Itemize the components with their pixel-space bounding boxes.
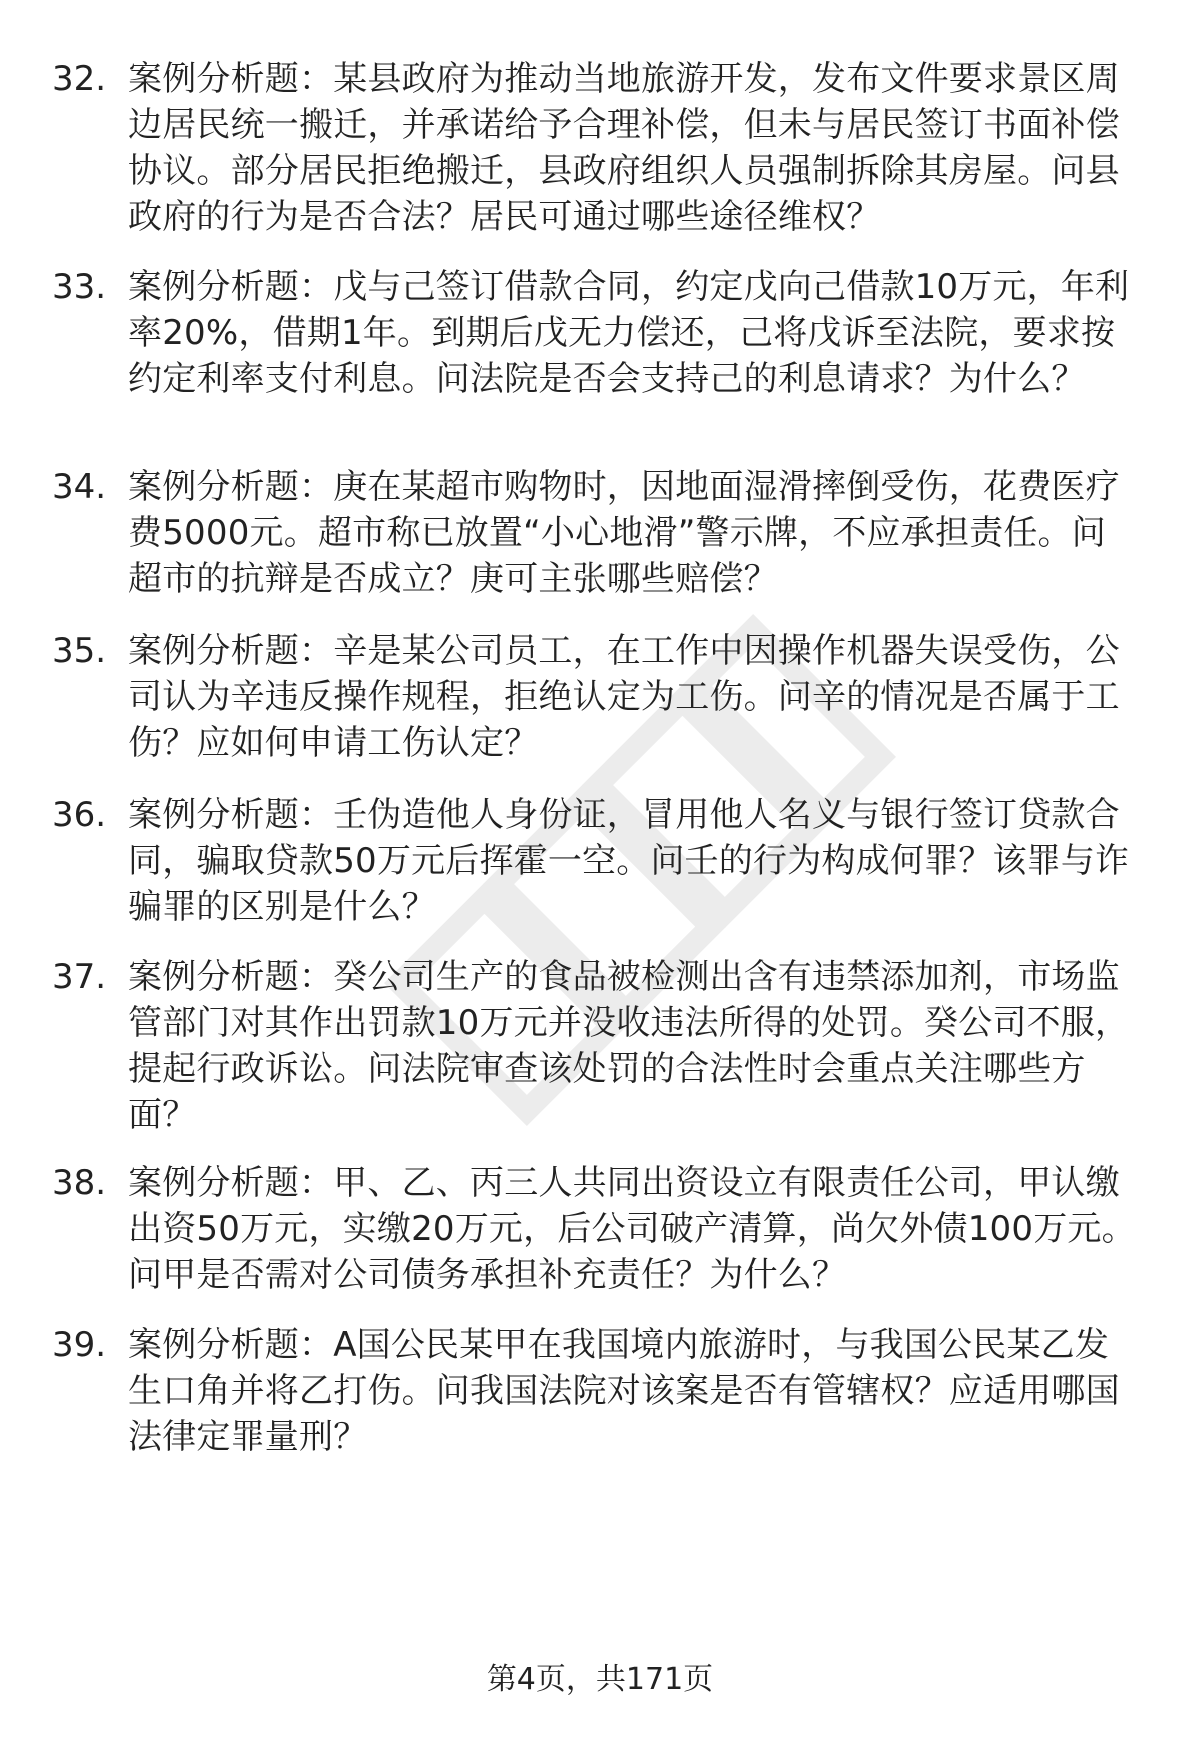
question-text: 案例分析题：壬伪造他人身份证，冒用他人名义与银行签订贷款合同，骗取贷款50万元后挥霍一空。问壬的行为构成何罪？该罪与诈骗罪的区别是什么？ — [128, 795, 1130, 927]
question-text: 案例分析题：某县政府为推动当地旅游开发，发布文件要求景区周边居民统一搬迁，并承诺给予合理补偿，但未与居民签订书面补偿协议。部分居民拒绝搬迁，县政府组织人员强制拆除其房屋。问县政府的行为是否合法？居民可通过哪些途径维权？ — [128, 59, 1120, 237]
question-item — [52, 792, 1162, 930]
question-number: 33. — [52, 267, 107, 307]
question-number: 39. — [52, 1325, 107, 1365]
question-text: 案例分析题：A国公民某甲在我国境内旅游时，与我国公民某乙发生口角并将乙打伤。问我国法院对该案是否有管辖权？应适用哪国法律定罪量刑？ — [128, 1325, 1120, 1457]
question-text: 案例分析题：戊与己签订借款合同，约定戊向己借款10万元，年利率20%，借期1年。到期后戊无力偿还，己将戊诉至法院，要求按约定利率支付利息。问法院是否会支持己的利息请求？为什么？ — [128, 267, 1130, 399]
question-number: 34. — [52, 467, 107, 507]
question-number: 38. — [52, 1163, 107, 1203]
question-item — [52, 464, 1162, 602]
question-number: 36. — [52, 795, 107, 835]
question-item — [52, 1322, 1162, 1460]
question-text: 案例分析题：庚在某超市购物时，因地面湿滑摔倒受伤，花费医疗费5000元。超市称已放置“小心地滑”警示牌，不应承担责任。问超市的抗辩是否成立？庚可主张哪些赔偿？ — [128, 467, 1120, 599]
question-number: 37. — [52, 957, 107, 997]
question-text: 案例分析题：癸公司生产的食品被检测出含有违禁添加剂，市场监管部门对其作出罚款10万元并没收违法所得的处罚。癸公司不服，提起行政诉讼。问法院审查该处罚的合法性时会重点关注哪些方面？ — [128, 957, 1130, 1135]
page-footer: 第4页，共171页 — [486, 1662, 714, 1697]
question-item — [52, 264, 1162, 402]
question-text: 案例分析题：甲、乙、丙三人共同出资设立有限责任公司，甲认缴出资50万元，实缴20万元，后公司破产清算，尚欠外债100万元。问甲是否需对公司债务承担补充责任？为什么？ — [128, 1163, 1136, 1295]
question-item — [52, 56, 1162, 240]
question-item — [52, 1160, 1162, 1298]
question-item — [52, 628, 1162, 766]
question-number: 32. — [52, 59, 107, 99]
question-item — [52, 954, 1162, 1138]
question-text: 案例分析题：辛是某公司员工，在工作中因操作机器失误受伤，公司认为辛违反操作规程，拒绝认定为工伤。问辛的情况是否属于工伤？应如何申请工伤认定？ — [128, 631, 1120, 763]
question-number: 35. — [52, 631, 107, 671]
